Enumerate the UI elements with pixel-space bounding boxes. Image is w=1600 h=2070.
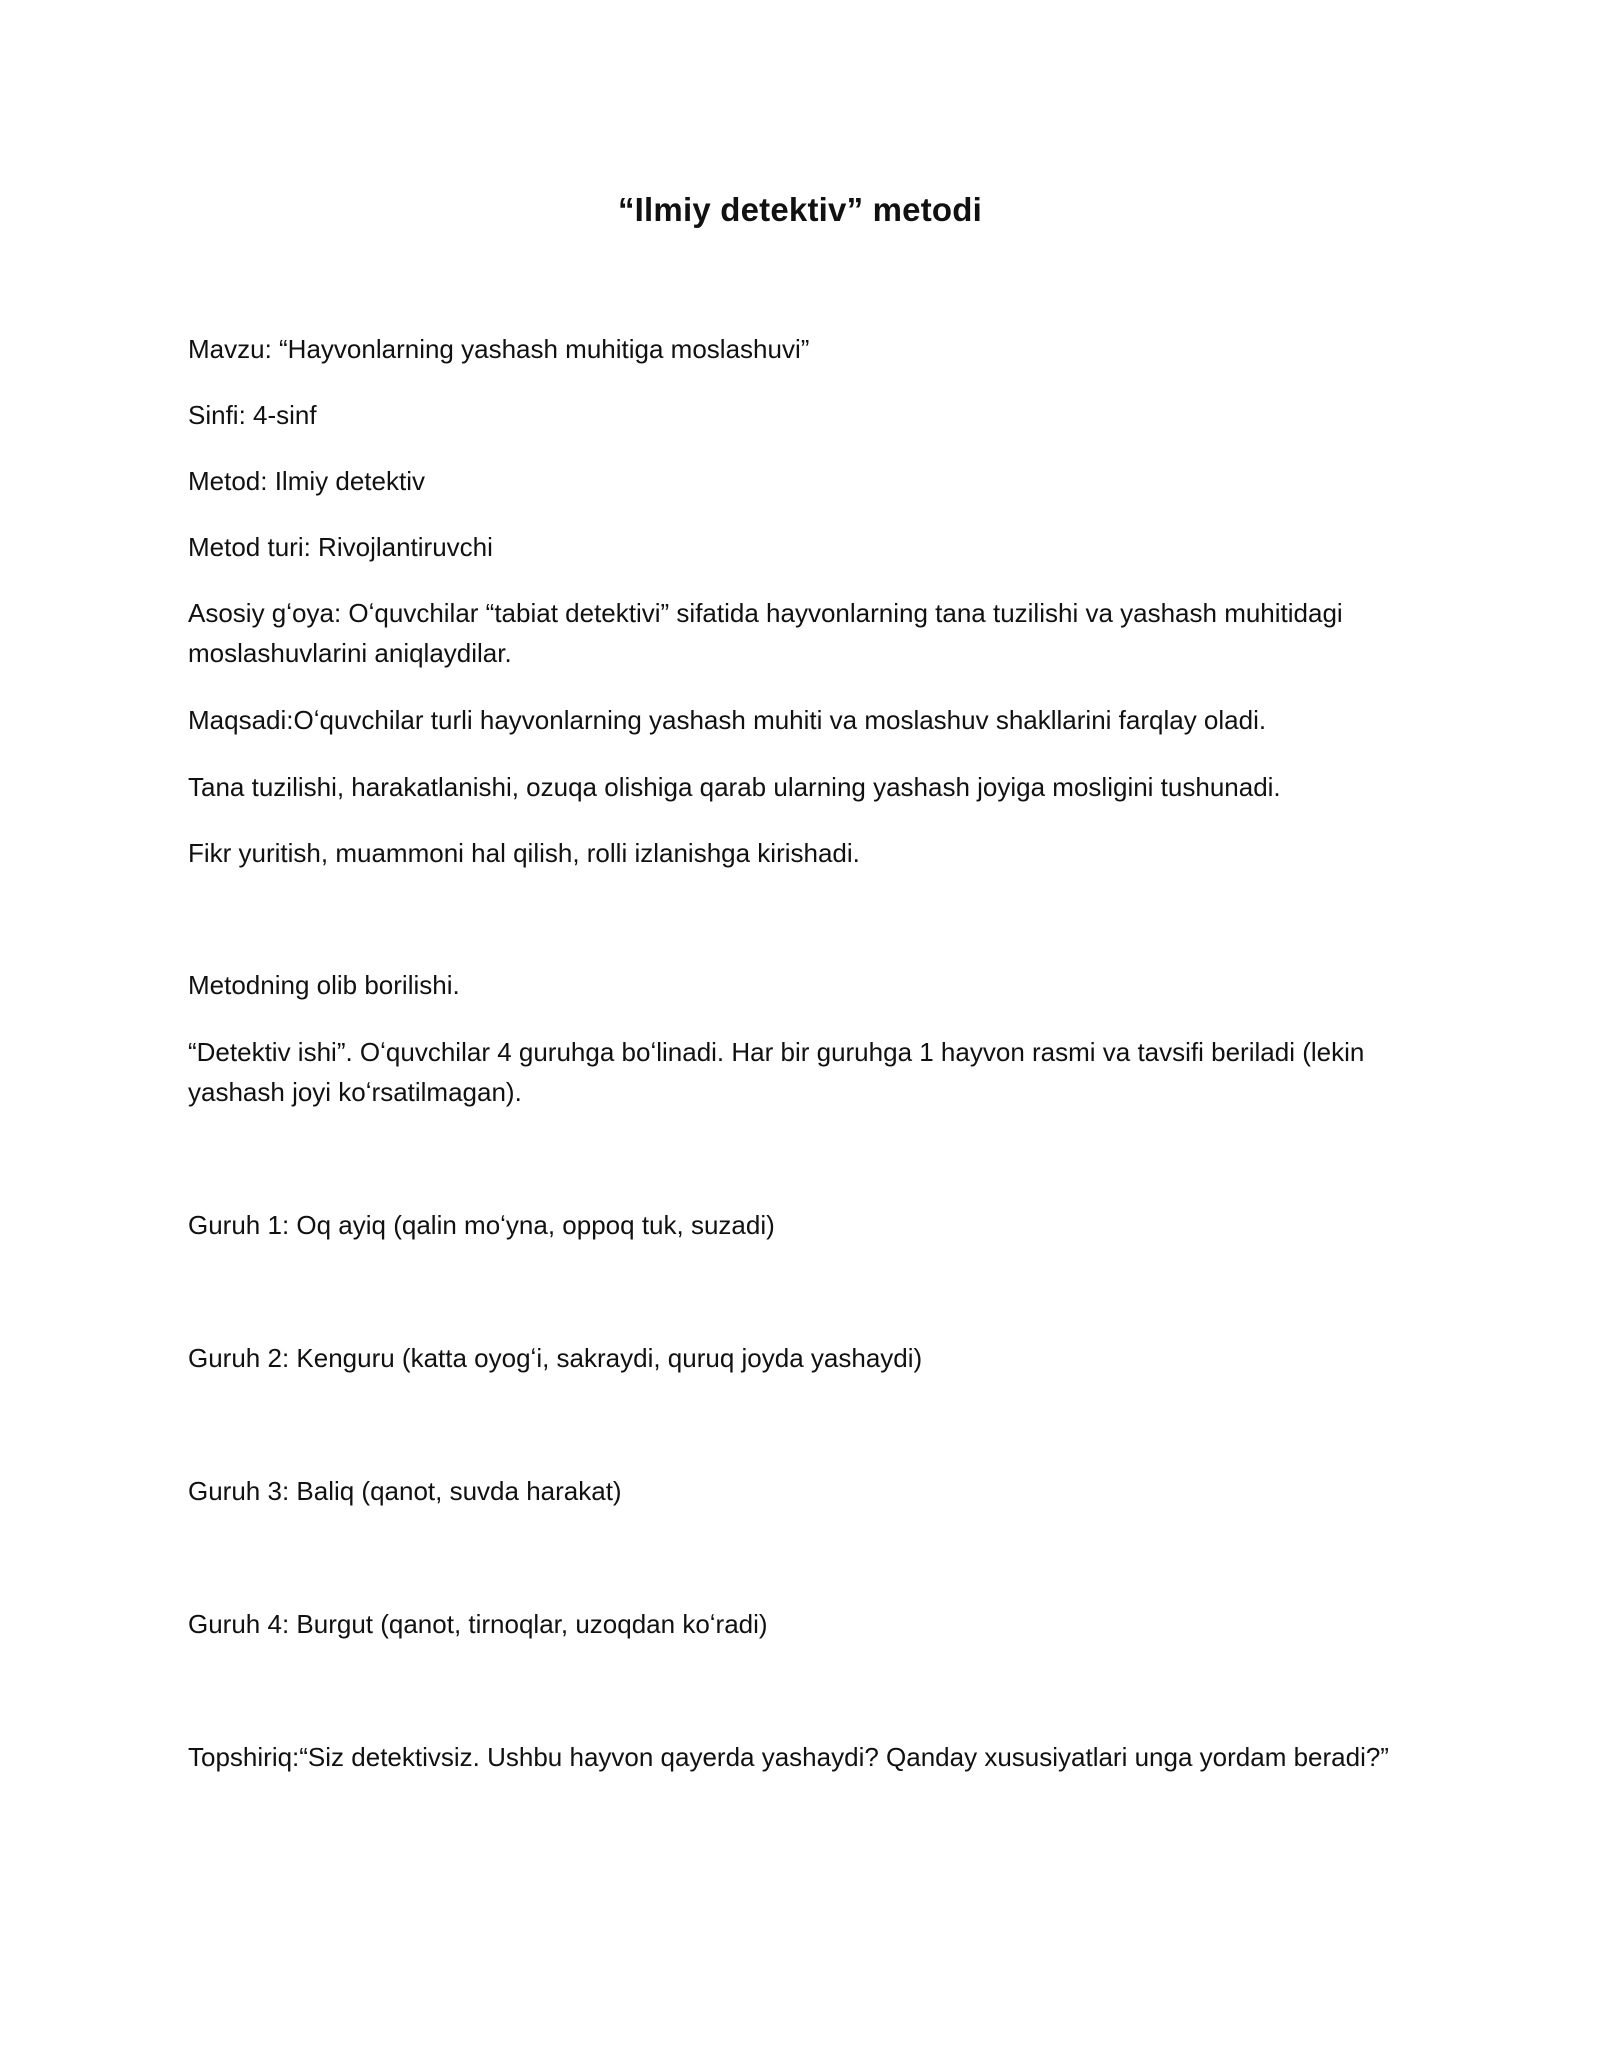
assignment-line: Topshiriq:“Siz detektivsiz. Ushbu hayvon qayerda yashaydi? Qanday xususiyatlari unga yordam beradi?” <box>188 1742 1389 1772</box>
goal-detail-line-1: Tana tuzilishi, harakatlanishi, ozuqa olishiga qarab ularning yashash joyiga mosligini tushunadi. <box>188 772 1281 802</box>
group-4-line: Guruh 4: Burgut (qanot, tirnoqlar, uzoqdan koʻradi) <box>188 1609 768 1639</box>
detective-task-line-2: yashash joyi koʻrsatilmagan). <box>188 1077 522 1107</box>
method-type-line: Metod turi: Rivojlantiruvchi <box>188 532 493 562</box>
goal-line: Maqsadi:Oʻquvchilar turli hayvonlarning yashash muhiti va moslashuv shakllarini farqlay oladi. <box>188 705 1267 735</box>
detective-task-line-1: “Detektiv ishi”. Oʻquvchilar 4 guruhga boʻlinadi. Har bir guruhga 1 hayvon rasmi va tavsifi beriladi (lekin <box>188 1037 1365 1067</box>
group-2-line: Guruh 2: Kenguru (katta oyogʻi, sakraydi, quruq joyda yashaydi) <box>188 1343 923 1373</box>
group-1-line: Guruh 1: Oq ayiq (qalin moʻyna, oppoq tuk, suzadi) <box>188 1210 775 1240</box>
procedure-heading: Metodning olib borilishi. <box>188 970 460 1000</box>
grade-line: Sinfi: 4-sinf <box>188 400 317 430</box>
main-idea-line-1: Asosiy gʻoya: Oʻquvchilar “tabiat detektivi” sifatida hayvonlarning tana tuzilishi va yashash muhitidagi <box>188 598 1343 628</box>
method-line: Metod: Ilmiy detektiv <box>188 466 425 496</box>
document-title: “Ilmiy detektiv” metodi <box>617 191 983 228</box>
main-idea-line-2: moslashuvlarini aniqlaydilar. <box>188 638 512 668</box>
goal-detail-line-2: Fikr yuritish, muammoni hal qilish, rolli izlanishga kirishadi. <box>188 838 860 868</box>
topic-line: Mavzu: “Hayvonlarning yashash muhitiga moslashuvi” <box>188 334 810 364</box>
group-3-line: Guruh 3: Baliq (qanot, suvda harakat) <box>188 1476 622 1506</box>
